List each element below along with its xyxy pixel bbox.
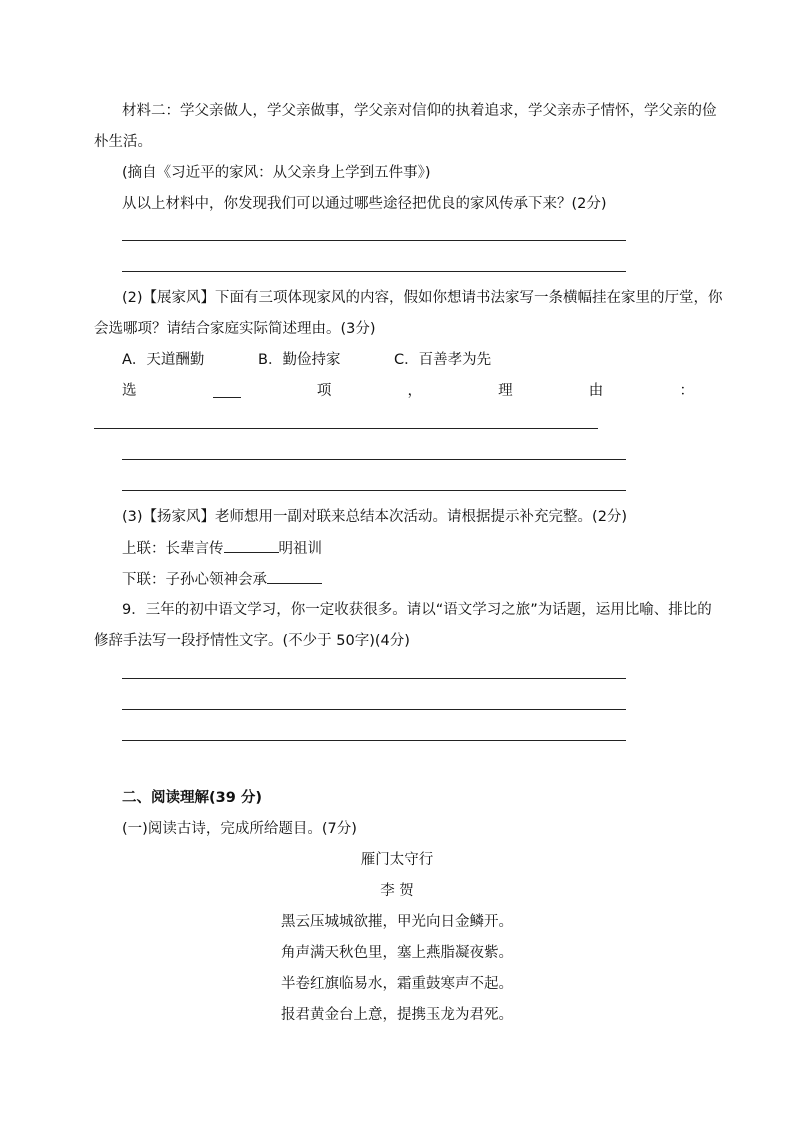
q2-line2: 会选哪项？请结合家庭实际简述理由。(3分) [94, 321, 376, 337]
q2-choose-char: ： [679, 383, 694, 399]
answer-line[interactable] [122, 271, 626, 272]
q3-lower-blank[interactable] [267, 569, 322, 584]
q3-upper-couplet [122, 538, 322, 559]
material2-line2: 朴生活。 [94, 134, 152, 150]
q3-upper-suffix: 明祖训 [278, 541, 322, 557]
q3-lower-prefix: 下联：子孙心领神会承 [122, 572, 267, 588]
material2-question: 从以上材料中，你发现我们可以通过哪些途径把优良的家风传承下来？(2分) [122, 196, 607, 212]
q2-choose-char: 由 [588, 383, 604, 399]
q9-line1: 9．三年的初中语文学习，你一定收获很多。请以“语文学习之旅”为话题，运用比喻、排比的 [122, 602, 712, 618]
answer-line[interactable] [122, 678, 626, 679]
q2-choose-char: 理 [498, 383, 513, 399]
q3-lower-couplet [122, 569, 322, 590]
answer-line[interactable] [122, 740, 626, 741]
poem-line: 报君黄金台上意，提携玉龙为君死。 [281, 1007, 513, 1023]
poem-line: 黑云压城城欲摧，甲光向日金鳞开。 [281, 914, 513, 930]
material2-line1: 材料二：学父亲做人，学父亲做事，学父亲对信仰的执着追求，学父亲赤子情怀，学父亲的俭 [122, 103, 717, 119]
q2-choose-char: 项 [316, 383, 332, 399]
q2-choose-char: ， [407, 383, 422, 399]
q2-line1: (2)【展家风】下面有三项体现家风的内容，假如你想请书法家写一条横幅挂在家里的厅堂，你 [122, 290, 723, 306]
q3-prompt: (3)【扬家风】老师想用一副对联来总结本次活动。请根据提示补充完整。(2分) [122, 509, 628, 525]
material2-source: (摘自《习近平的家风：从父亲身上学到五件事》) [122, 165, 431, 181]
q3-upper-blank[interactable] [224, 538, 279, 553]
answer-line[interactable] [94, 428, 598, 429]
q2-choose-row [122, 381, 694, 401]
q2-option-a: A．天道酬勤 [122, 352, 205, 368]
q2-option-c: C．百善孝为先 [394, 352, 492, 368]
section2-sub: (一)阅读古诗，完成所给题目。(7分) [122, 821, 357, 837]
poem-title: 雁门太守行 [360, 852, 434, 868]
q3-upper-prefix: 上联：长辈言传 [122, 541, 224, 557]
answer-line[interactable] [122, 490, 626, 491]
poem-author: 李 贺 [380, 883, 414, 899]
q9-line2: 修辞手法写一段抒情性文字。(不少于 50字)(4分) [94, 633, 410, 649]
answer-line[interactable] [122, 240, 626, 241]
q2-option-b: B．勤俭持家 [258, 352, 341, 368]
q2-choose-char: 选 [122, 383, 137, 399]
answer-line[interactable] [122, 459, 626, 460]
poem-line: 半卷红旗临易水，霜重鼓寒声不起。 [281, 976, 513, 992]
answer-line[interactable] [122, 709, 626, 710]
section2-title: 二、阅读理解(39 分) [122, 790, 262, 806]
poem-line: 角声满天秋色里，塞上燕脂凝夜紫。 [281, 945, 513, 961]
q2-choice-blank[interactable] [213, 383, 241, 398]
